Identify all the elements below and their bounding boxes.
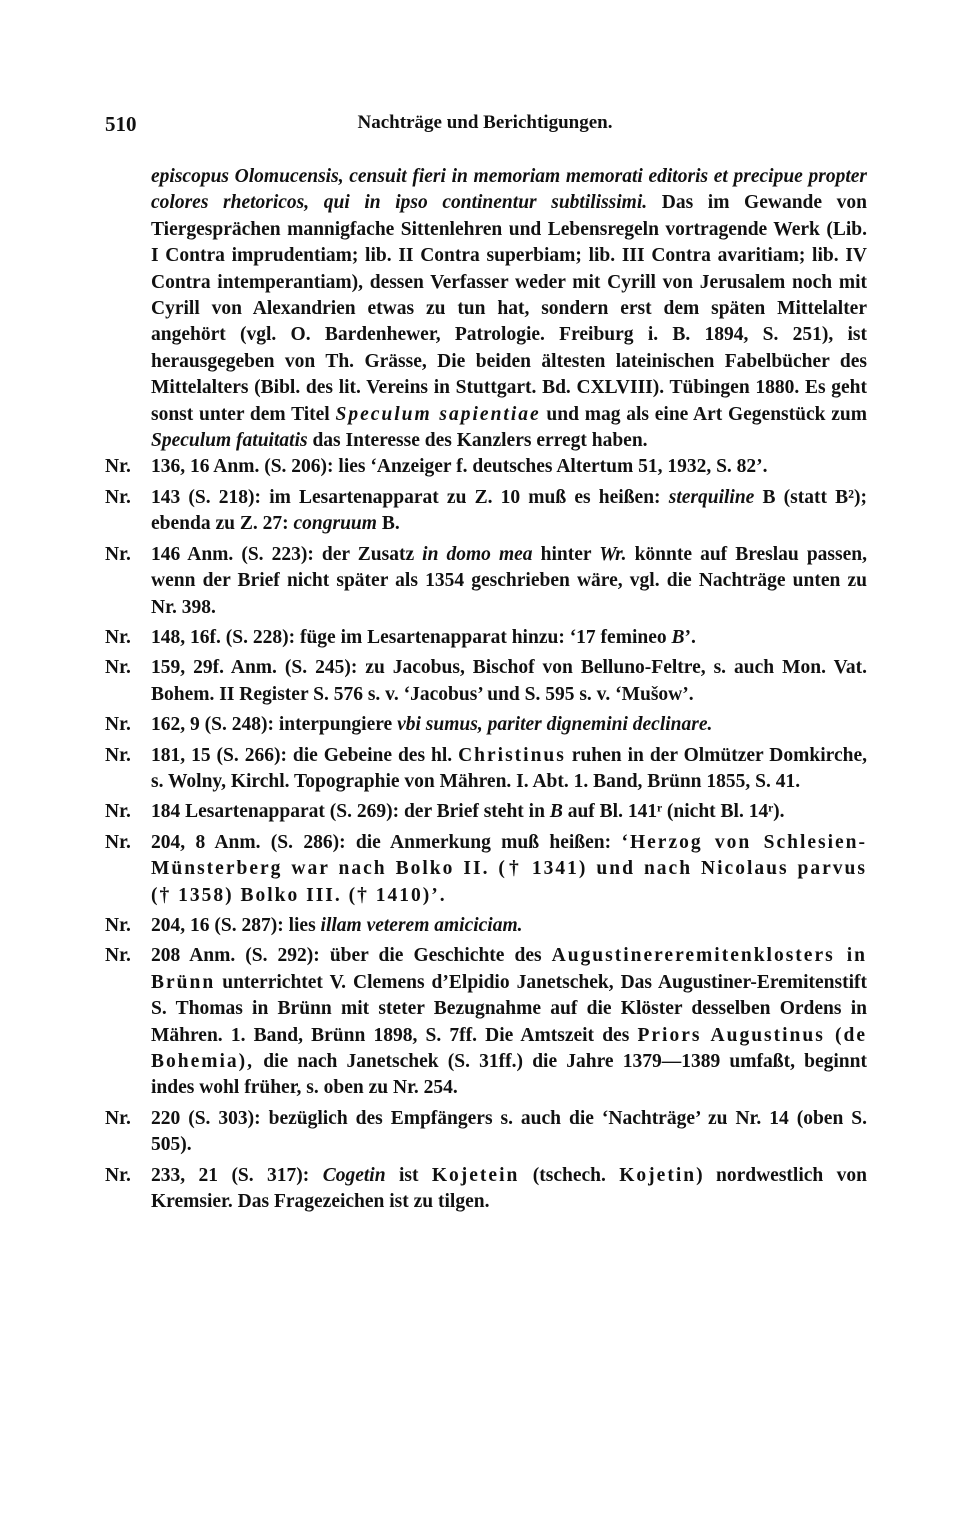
entry-italic: Wr. [599, 543, 627, 565]
entry-text-part: auf Bl. 141ʳ (nicht Bl. 14ʳ). [562, 801, 785, 823]
entry-text-part: 208 Anm. (S. 292): über die Geschichte des [151, 945, 552, 967]
page-number: 510 [105, 112, 137, 136]
entry-label: Nr. [105, 626, 131, 648]
entry-text-part: 181, 15 (S. 266): die Gebeine des hl. [151, 744, 459, 766]
entry-text-part: (tschech. [519, 1164, 620, 1186]
entry-label: Nr. [105, 801, 131, 823]
entry-text-part: ) nordwestlich von Kremsier. Das Fragezeichen ist zu tilgen. [151, 1164, 867, 1213]
entry-146 [105, 542, 867, 621]
entry-text-part: B (statt B²); ebenda zu Z. 27: [151, 486, 867, 535]
entry-text-part: könnte auf Breslau passen, wenn der Brief nicht später als 1354 geschrieben wäre, vgl. die Nachträge unten zu Nr. 398. [151, 543, 867, 618]
entry-label: Nr. [105, 1164, 131, 1186]
entry-spaced: Kojetin [619, 1164, 697, 1186]
entry-204-8 [105, 830, 867, 909]
entry-text-part: 148, 16f. (S. 228): füge im Lesartenapparat hinzu: ‘17 femineo [151, 626, 672, 648]
entry-spaced: Christinus [458, 744, 566, 766]
entry-233 [105, 1163, 867, 1216]
entry-text [151, 712, 867, 738]
entry-text: 220 (S. 303): bezüglich des Empfängers s. auch die ‘Nachträge’ zu Nr. 14 (oben S. 505). [151, 1107, 867, 1156]
entry-text [151, 943, 867, 1101]
entry-text [151, 743, 867, 796]
entry-text-part: 162, 9 (S. 248): interpungiere [151, 714, 398, 736]
entry-italic: B [549, 801, 563, 823]
entry-text-part: 204, 8 Anm. (S. 286): die Anmerkung muß heißen: [151, 831, 622, 853]
entry-text [151, 542, 867, 621]
entry-text-part: die nach Janetschek (S. 31ff.) die Jahre 1379—1389 umfaßt, beginnt indes wohl früher, s. oben zu Nr. 254. [151, 1051, 867, 1099]
title-speculum-fatuitatis: Speculum fatuitatis [151, 430, 308, 452]
entry-text-part: hinter [532, 543, 600, 565]
paragraph-text: und mag als eine Art Gegenstück zum [540, 403, 867, 425]
entry-text [151, 799, 867, 825]
entry-italic: Cogetin [322, 1164, 386, 1186]
entry-label: Nr. [105, 914, 131, 936]
entry-italic: sterquiline [668, 486, 755, 508]
entry-label: Nr. [105, 1107, 131, 1129]
entry-italic: in domo mea [422, 543, 533, 565]
entry-spaced: Kojetein [431, 1164, 520, 1186]
entry-label: Nr. [105, 543, 131, 565]
entry-spaced: Augustinereremitenklosters in Brünn [151, 945, 867, 993]
paragraph-text: Das im Gewande von Tiergesprächen mannigfache Sittenlehren und Lebensregeln vortragende Werk (Lib. I Contra imprudentiam; lib. II Contra superbiam; lib. III Contra avaritiam; lib. IV Contra intemperantiam), dessen Verfasser weder mit Cyrill von Jerusalem noch mit Cyrill von Alexandrien etwas zu tun hat, sondern erst dem späten Mittelalter angehört (vgl. O. Bardenhewer, Patrologie. Freiburg i. B. 1894, S. 251), ist herausgegeben von Th. Grässe, Die beiden ältesten lateinischen Fabelbücher des Mittelalters (Bibl. des lit. Vereins in Stuttgart. Bd. CXLVIII). Tübingen 1880. Es geht sonst unter dem Titel [151, 192, 867, 425]
entry-184 [105, 799, 867, 825]
entry-text-part: 233, 21 (S. 317): [151, 1164, 323, 1186]
entry-204-16 [105, 913, 867, 939]
entry-text-part: ruhen in der Olmützer Domkirche, s. Wolny, Kirchl. Topographie von Mähren. I. Abt. 1. Band, Brünn 1855, S. 41. [151, 744, 867, 792]
entry-220 [105, 1106, 867, 1159]
entry-208 [105, 943, 867, 1101]
entry-162 [105, 712, 867, 738]
entry-spaced: Priors Augustinus (de Bohemia), [151, 1024, 867, 1072]
page-body [105, 164, 867, 1219]
entry-italic: illam veterem amiciciam. [320, 914, 523, 936]
entry-text [151, 625, 867, 651]
entry-136 [105, 454, 867, 480]
running-title: Nachträge und Berichtigungen. [357, 112, 613, 133]
entry-text: 159, 29f. Anm. (S. 245): zu Jacobus, Bischof von Belluno-Feltre, s. auch Mon. Vat. Bohem. II Register S. 576 s. v. ‘Jacobus’ und S. 595 s. v. ‘Mušow’. [151, 657, 867, 705]
title-speculum-sapientiae: Speculum sapientiae [335, 403, 541, 425]
entry-label: Nr. [105, 456, 131, 478]
entry-spaced: ‘Herzog von Schlesien-Münsterberg war nach Bolko II. († 1341) und nach Nicolaus parvus († 1358) Bolko III. († 1410)’. [151, 831, 868, 906]
entry-label: Nr. [105, 744, 131, 766]
entry-text-part: 204, 16 (S. 287): lies [151, 914, 321, 936]
entry-text-part: B. [376, 513, 400, 535]
entry-148 [105, 625, 867, 651]
entry-italic: vbi sumus, pariter dignemini declinare. [397, 714, 713, 736]
entry-label: Nr. [105, 945, 131, 967]
entry-text-part: 184 Lesartenapparat (S. 269): der Brief steht in [151, 801, 550, 823]
entry-italic: congruum [293, 513, 377, 535]
entry-181 [105, 743, 867, 796]
entry-label: Nr. [105, 714, 131, 736]
entry-label: Nr. [105, 486, 131, 508]
entry-159 [105, 655, 867, 708]
entry-text-part: unterrichtet V. Clemens d’Elpidio Janetschek, Das Augustiner-Eremitenstift S. Thomas in Brünn mit steter Bezugnahme auf die Klöster desselben Ordens in Mähren. 1. Band, Brünn 1898, S. 7ff. Die Amtszeit des [151, 971, 867, 1046]
entry-text: 136, 16 Anm. (S. 206): lies ‘Anzeiger f. deutsches Altertum 51, 1932, S. 82’. [151, 456, 768, 478]
entry-text [151, 830, 867, 909]
page-header [105, 112, 865, 142]
entry-text-part: ’. [684, 626, 696, 648]
entry-text-part: 143 (S. 218): im Lesartenapparat zu Z. 10 muß es heißen: [151, 486, 669, 508]
intro-paragraph [151, 164, 867, 454]
entry-text [151, 913, 867, 939]
latin-quote: episcopus Olomucensis, censuit fieri in memoriam memorati editoris et precipue propter colores rhetoricos, qui in ipso continentur subtilissimi. [151, 166, 867, 214]
entry-label: Nr. [105, 657, 131, 679]
entry-text-part: ist [385, 1164, 432, 1186]
entry-text [151, 485, 867, 538]
entry-text [151, 1163, 867, 1216]
paragraph-text: das Interesse des Kanzlers erregt haben. [307, 430, 648, 452]
entry-143 [105, 485, 867, 538]
entry-label: Nr. [105, 831, 131, 853]
entry-italic: B [671, 626, 685, 648]
entry-text-part: 146 Anm. (S. 223): der Zusatz [151, 543, 423, 565]
